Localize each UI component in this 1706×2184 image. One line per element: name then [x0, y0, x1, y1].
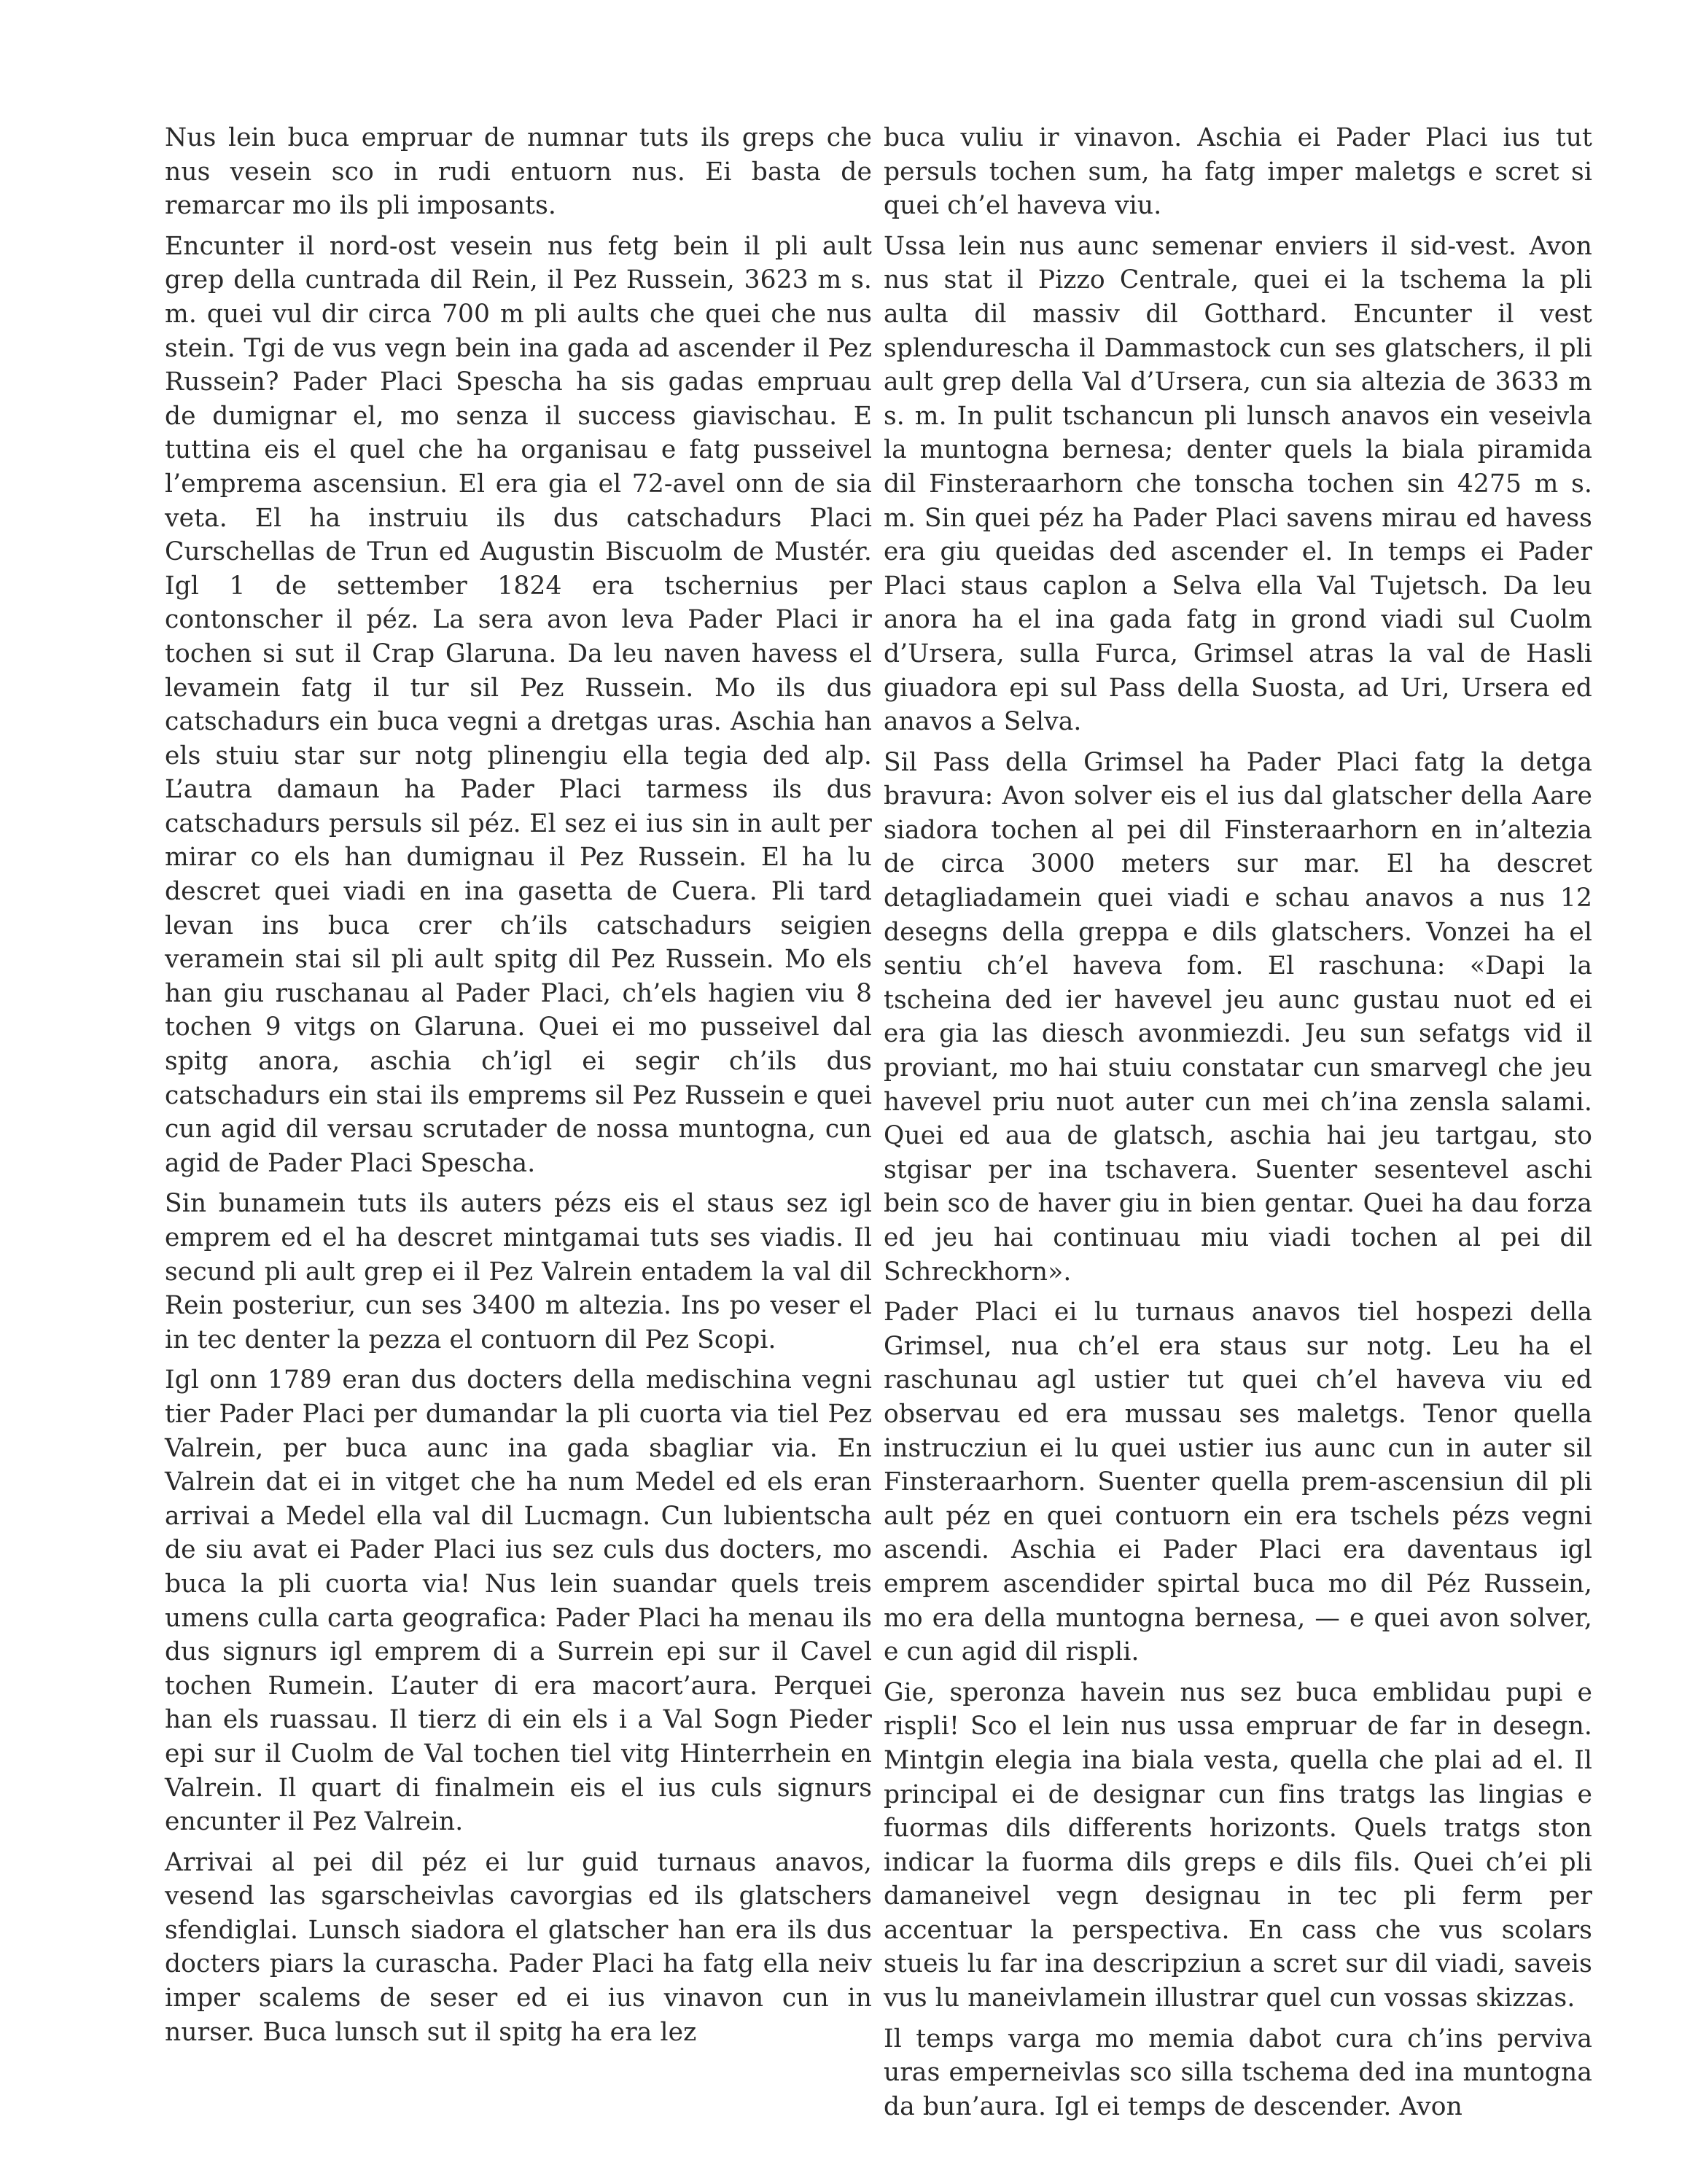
- paragraph: Gie, speronza havein nus sez buca emblidau pupi e rispli! Sco el lein nus ussa empruar de far in desegn. Mintgin elegia ina biala vesta, quella che plai ad el. Il principal ei de designar cun fins tratgs las lingias e fuormas dils differents horizonts. Quels tratgs ston indicar la fuorma dils greps e dils fils. Quei ch’ei pli damaneivel vegn designau in tec pli ferm per accentuar la perspectiva. En cass che vus scolars stueis lu far ina descripziun a scret sur dil viadi, saveis vus lu maneivlamein illustrar quel cun vossas skizzas.: [884, 1677, 1592, 2013]
- paragraph: Sin bunamein tuts ils auters pézs eis el staus sez igl emprem ed el ha descret mintgamai tuts ses viadis. Il secund pli ault grep ei il Pez Valrein entadem la val dil Rein posteriur, cun ses 3400 m altezia. Ins po veser el in tec denter la pezza el contuorn dil Pez Scopi.: [165, 1189, 872, 1354]
- paragraph: Arrivai al pei dil péz ei lur guid turnaus anavos, vesend las sgarscheivlas cavorgias ed ils glatschers sfendiglai. Lunsch siadora el glatscher han era ils dus docters piars la curascha. Pader Placi ha fatg ella neiv imper scalems de seser ed ei ius vinavon cun in nurser. Buca lunsch sut il spitg ha era lez: [165, 1847, 872, 2047]
- paragraph: Encunter il nord-ost vesein nus fetg bein il pli ault grep della cuntrada dil Rein, il Pez Russein, 3623 m s. m. quei vul dir circa 700 m pli aults che quei che nus stein. Tgi de vus vegn bein ina gada ad ascender il Pez Russein? Pader Placi Spescha ha sis gadas empruau de dumignar el, mo senza il success giavischau. E tuttina eis el quel che ha organisau e fatg pusseivel l’emprema ascensiun. El era gia el 72-avel onn de sia veta. El ha instruiu ils dus catschadurs Placi Curschellas de Trun ed Augustin Biscuolm de Mustér. Igl 1 de settember 1824 era tschernius per contonscher il péz. La sera avon leva Pader Placi ir tochen si sut il Crap Glaruna. Da leu naven havess el levamein fatg il tur sil Pez Russein. Mo ils dus catschadurs ein buca vegni a dretgas uras. Aschia han els stuiu star sur notg plinengiu ella tegia ded alp. L’autra damaun ha Pader Placi tarmess ils dus catschadurs persuls sil péz. El sez ei ius sin in ault per mirar co els han dumignau il Pez Russein. El ha lu descret quei viadi en ina gasetta de Cuera. Pli tard levan ins buca crer ch’ils catschadurs seigien veramein stai sil pli ault spitg dil Pez Russein. Mo els han giu ruschanau al Pader Placi, ch’els hagien viu 8 tochen 9 vitgs on Glaruna. Quei ei mo pusseivel dal spitg anora, aschia ch’igl ei segir ch’ils dus catschadurs ein stai ils emprems sil Pez Russein e quei cun agid dil versau scrutader de nossa muntogna, cun agid de Pader Placi Spescha.: [165, 231, 872, 1178]
- paragraph: Igl onn 1789 eran dus docters della medischina vegni tier Pader Placi per dumandar la pli cuorta via tiel Pez Valrein, per buca aunc ina gada sbagliar via. En Valrein dat ei in vitget che ha num Medel ed els eran arrivai a Medel ella val dil Lucmagn. Cun lubientscha de siu avat ei Pader Placi ius sez culs dus docters, mo buca la pli cuorta via! Nus lein suandar quels treis umens culla carta geografica: Pader Placi ha menau ils dus signurs igl emprem di a Surrein epi sur il Cavel tochen Rumein. L’auter di era macort’aura. Perquei han els ruassau. Il tierz di ein els i a Val Sogn Pieder epi sur il Cuolm de Val tochen tiel vitg Hinterrhein en Valrein. Il quart di finalmein eis el ius culs signurs encunter il Pez Valrein.: [165, 1365, 872, 1837]
- paragraph: Il temps varga mo memia dabot cura ch’ins perviva uras emperneivlas sco silla tschema ded ina muntogna da bun’aura. Igl ei temps de descender. Avon: [884, 2024, 1592, 2121]
- right-text-column: [884, 121, 1592, 2123]
- paragraph: Sil Pass della Grimsel ha Pader Placi fatg la detga bravura: Avon solver eis el ius dal glatscher della Aare siadora tochen al pei dil Finsteraarhorn en in’altezia de circa 3000 meters sur mar. El ha descret detagliadamein quei viadi e schau anavos a nus 12 desegns della greppa e dils glatschers. Vonzei ha el sentiu ch’el haveva fom. El raschuna: «Dapi la tscheina ded ier havevel jeu aunc gustau nuot ed ei era gia las diesch avonmiezdi. Jeu sun sefatgs vid il proviant, mo hai stuiu constatar cun smarvegl che jeu havevel priu nuot auter cun mei ch’ina zensla salami. Quei ed aua de glatsch, aschia hai jeu tartgau, sto stgisar per ina tschavera. Suenter sesentevel aschi bein sco de haver giu in bien gentar. Quei ha dau forza ed jeu hai continuau miu viadi tochen al pei dil Schreckhorn».: [884, 747, 1592, 1287]
- paragraph: Ussa lein nus aunc semenar enviers il sid-vest. Avon nus stat il Pizzo Centrale, quei ei la tschema la pli aulta dil massiv dil Gotthard. Encunter il vest splendurescha il Dammastock cun ses glatschers, il pli ault grep della Val d’Ursera, cun sia altezia de 3633 m s. m. In pulit tschancun pli lunsch anavos ein veseivla la muntogna bernesa; denter quels la biala piramida dil Finsteraarhorn che tonscha tochen sin 4275 m s. m. Sin quei péz ha Pader Placi savens mirau ed havess era giu queidas ded ascender el. In temps ei Pader Placi staus caplon a Selva ella Val Tujetsch. Da leu anora ha el ina gada fatg in grond viadi sul Cuolm d’Ursera, sulla Furca, Grimsel atras la val de Hasli giuadora epi sul Pass della Suosta, ad Uri, Ursera ed anavos a Selva.: [884, 231, 1592, 737]
- paragraph: buca vuliu ir vinavon. Aschia ei Pader Placi ius tut persuls tochen sum, ha fatg imper maletgs e scret si quei ch’el haveva viu.: [884, 123, 1592, 221]
- left-text-column: [165, 121, 872, 2049]
- paragraph: Nus lein buca empruar de numnar tuts ils greps che nus vesein sco in rudi entuorn nus. Ei basta de remarcar mo ils pli imposants.: [165, 123, 872, 221]
- paragraph: Pader Placi ei lu turnaus anavos tiel hospezi della Grimsel, nua ch’el era staus sur notg. Leu ha el raschunau agl ustier tut quei ch’el haveva viu ed observau ed era mussau ses maletgs. Tenor quella instrucziun ei lu quei ustier ius aunc cun in auter sil Finsteraarhorn. Suenter quella prem-ascensiun dil pli ault péz en quei contuorn ein era tschels pézs vegni ascendi. Aschia ei Pader Placi era daventaus igl emprem ascendider spirtal buca mo dil Péz Russein, mo era della muntogna bernesa, — e quei avon solver, e cun agid dil rispli.: [884, 1298, 1592, 1667]
